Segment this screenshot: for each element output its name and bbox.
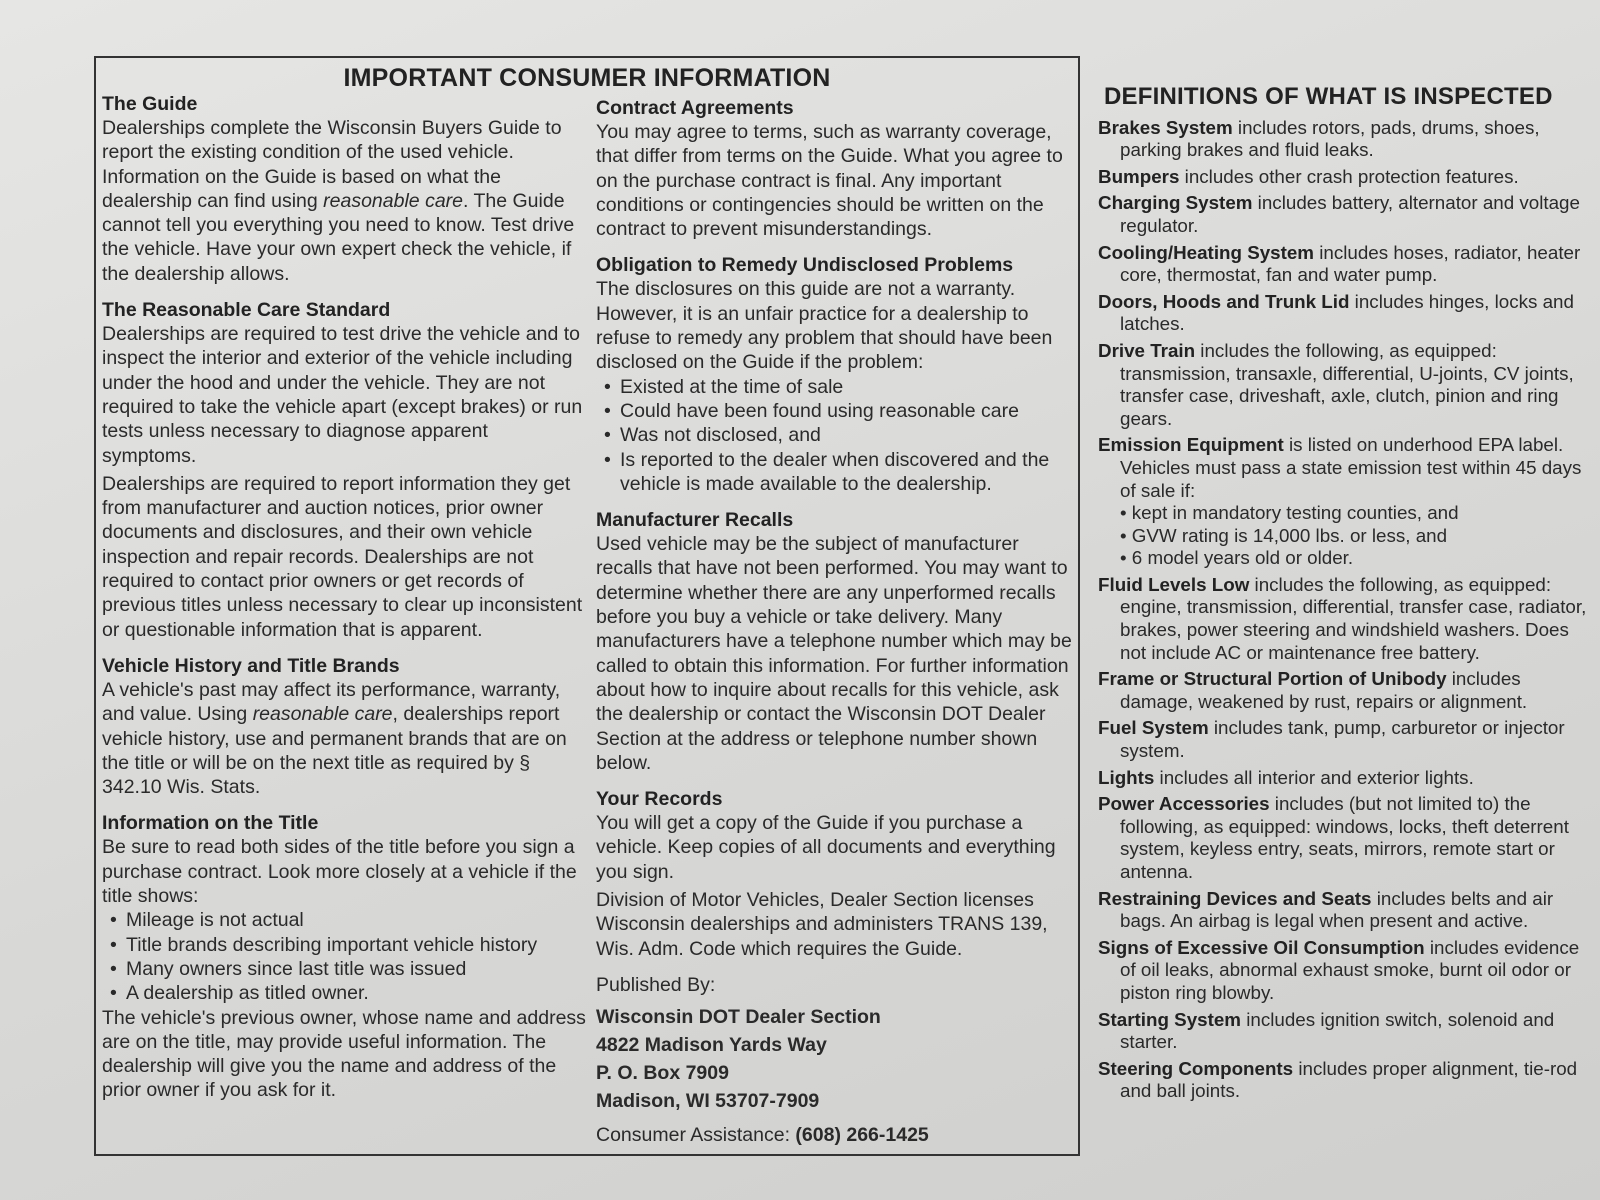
column-middle [596, 96, 1072, 1167]
definition-term: Charging System [1098, 192, 1253, 214]
column-left [102, 92, 587, 1115]
list-item: • Is reported to the dealer when discovered and the vehicle is made available to the dealership. [602, 448, 1072, 497]
publisher-name: Wisconsin DOT Dealer Section [596, 1006, 881, 1029]
obligation-bullets [596, 375, 1072, 496]
definition-item [1098, 1058, 1598, 1103]
text-contract: You may agree to terms, such as warranty coverage, that differ from terms on the Guide. What you agree to on the purchase contract is final. Any important conditions or contingencies should be written on the contract to prevent misunderstandings. [596, 121, 1063, 241]
heading-reasonable-care: The Reasonable Care Standard [102, 299, 391, 322]
text-recalls: Used vehicle may be the subject of manufacturer recalls that have not been performed. You may want to determine whether there are any unperformed recalls before you buy a vehicle or take delivery. Many manufacturers have a telephone number which may be called to obtain this information. For further information about how to inquire about recalls for this vehicle, ask the dealership or contact the Wisconsin DOT Dealer Section at the address or telephone number shown below. [596, 533, 1072, 774]
definition-item [1098, 192, 1598, 237]
definition-term: Emission Equipment [1098, 434, 1284, 456]
text-reasonable-care-2: Dealerships are required to report information they get from manufacturer and auction notices, prior owner documents and disclosures, and their own vehicle inspection and repair records. Dealerships are not required to contact prior owners or get records of previous titles unless necessary to clear up inconsistent or questionable information that is apparent. [102, 472, 583, 641]
text-records-1: You will get a copy of the Guide if you purchase a vehicle. Keep copies of all documents and everything you sign. [596, 812, 1056, 883]
heading-title-info: Information on the Title [102, 812, 319, 835]
section-reasonable-care [102, 298, 587, 642]
section-obligation [596, 253, 1072, 496]
title-info-bullets [102, 908, 587, 1005]
heading-recalls: Manufacturer Recalls [596, 509, 794, 532]
list-item: • Mileage is not actual [108, 908, 587, 932]
definition-desc: includes hoses, radiator, heater core, thermostat, fan and water pump. [1120, 241, 1581, 286]
definition-term: Doors, Hoods and Trunk Lid [1098, 290, 1350, 312]
definition-desc: includes tank, pump, carburetor or injector system. [1120, 717, 1565, 762]
text-guide: Dealerships complete the Wisconsin Buyers Guide to report the existing condition of the used vehicle. Information on the Guide is based on what the dealership can find using reasonable care. The Guide cannot tell you everything you need to know. Test drive the vehicle. Have your own expert check the vehicle, if the dealership allows. [102, 117, 575, 285]
heading-obligation: Obligation to Remedy Undisclosed Problems [596, 254, 1014, 277]
heading-contract: Contract Agreements [596, 97, 794, 119]
section-guide [102, 92, 587, 286]
definition-term: Cooling/Heating System [1098, 241, 1315, 263]
definition-desc: includes belts and air bags. An airbag is legal when present and active. [1120, 887, 1554, 932]
definition-term: Frame or Structural Portion of Unibody [1098, 668, 1447, 690]
heading-history: Vehicle History and Title Brands [102, 654, 400, 677]
text-title-info: Be sure to read both sides of the title before you sign a purchase contract. Look more closely at a vehicle if the title shows: [102, 836, 577, 908]
consumer-assistance: Consumer Assistance: (608) 266-1425 [596, 1124, 929, 1147]
heading-guide: The Guide [102, 93, 198, 115]
definition-item [1098, 340, 1598, 430]
publisher-street: 4822 Madison Yards Way [596, 1034, 827, 1057]
definition-item [1098, 434, 1598, 570]
definition-item [1098, 574, 1598, 664]
consumer-phone: (608) 266-1425 [795, 1124, 929, 1147]
definition-desc: includes hinges, locks and latches. [1120, 290, 1574, 335]
definition-desc: includes rotors, pads, drums, shoes, parking brakes and fluid leaks. [1120, 116, 1540, 161]
section-recalls [596, 508, 1072, 775]
list-item: • Was not disclosed, and [602, 423, 1072, 447]
definition-item [1098, 117, 1598, 162]
definition-term: Fuel System [1098, 717, 1209, 739]
heading-records: Your Records [596, 788, 723, 811]
publisher-city: Madison, WI 53707-7909 [596, 1090, 820, 1113]
definition-item [1098, 717, 1598, 762]
text-reasonable-care-1: Dealerships are required to test drive the vehicle and to inspect the interior and exterior of the vehicle including under the hood and under the vehicle. They are not required to take the vehicle apart (except brakes) or run tests unless necessary to diagnose apparent symptoms. [102, 323, 583, 467]
definition-sub-item: • GVW rating is 14,000 lbs. or less, and [1120, 524, 1448, 546]
definition-item [1098, 937, 1598, 1005]
published-by [596, 973, 1072, 1148]
definition-term: Signs of Excessive Oil Consumption [1098, 936, 1425, 958]
list-item: • Existed at the time of sale [602, 375, 1072, 399]
definition-desc: includes battery, alternator and voltage regulator. [1120, 192, 1580, 236]
definition-item [1098, 242, 1598, 287]
text-history: A vehicle's past may affect its performance, warranty, and value. Using reasonable care, dealerships report vehicle history, use and permanent brands that are on the title or will be on the next title as required by § 342.10 Wis. Stats. [102, 678, 567, 799]
definition-term: Lights [1098, 766, 1155, 788]
definition-item [1098, 1009, 1598, 1054]
section-history [102, 654, 587, 799]
definition-desc: includes evidence of oil leaks, abnormal exhaust smoke, burnt oil odor or piston ring blowby. [1120, 936, 1580, 1003]
definition-term: Starting System [1098, 1008, 1241, 1030]
publisher-po-box: P. O. Box 7909 [596, 1062, 729, 1085]
definition-item [1098, 668, 1598, 713]
section-records [596, 787, 1072, 961]
box-title: IMPORTANT CONSUMER INFORMATION [343, 64, 831, 92]
definition-desc: includes (but not limited to) the following, as equipped: windows, locks, theft deterrent system, keyless entry, seats, mirrors, remote start or antenna. [1120, 793, 1569, 882]
definition-desc: includes ignition switch, solenoid and starter. [1120, 1008, 1555, 1053]
definition-sub-item: • kept in mandatory testing counties, and [1120, 502, 1459, 524]
definition-term: Power Accessories [1098, 793, 1270, 815]
text-obligation: The disclosures on this guide are not a warranty. However, it is an unfair practice for a dealership to refuse to remedy any problem that should have been disclosed on the Guide if the problem: [596, 278, 1053, 374]
definition-desc: includes damage, weakened by rust, repairs or alignment. [1120, 668, 1528, 712]
definition-term: Bumpers [1098, 165, 1180, 187]
definitions-panel [1098, 83, 1598, 1107]
section-contract [596, 96, 1072, 241]
definition-item [1098, 793, 1598, 883]
definition-term: Fluid Levels Low [1098, 573, 1250, 595]
text-records-2: Division of Motor Vehicles, Dealer Section licenses Wisconsin dealerships and administers TRANS 139, Wis. Adm. Code which requires the Guide. [596, 889, 1048, 960]
definition-sub-item: • 6 model years old or older. [1120, 547, 1354, 569]
definition-term: Brakes System [1098, 116, 1233, 138]
section-title-info [102, 811, 587, 1102]
list-item: • Could have been found using reasonable care [602, 399, 1072, 423]
definition-desc: includes the following, as equipped: transmission, transaxle, differential, U-joints, CV joints, transfer case, driveshaft, axle, clutch, pinion and ring gears. [1120, 339, 1574, 429]
definition-term: Steering Components [1098, 1057, 1294, 1079]
definition-desc: is listed on underhood EPA label. Vehicles must pass a state emission test within 45 days of sale if: [1120, 434, 1582, 501]
definition-desc: includes proper alignment, tie-rod and ball joints. [1120, 1057, 1578, 1102]
definition-item [1098, 767, 1598, 790]
definition-item [1098, 166, 1598, 189]
definition-desc: includes other crash protection features. [1179, 165, 1519, 187]
definition-term: Drive Train [1098, 339, 1196, 361]
definition-desc: includes the following, as equipped: engine, transmission, differential, transfer case, radiator, brakes, power steering and windshield washers. Does not include AC or maintenance free battery. [1120, 573, 1587, 663]
list-item: • A dealership as titled owner. [108, 981, 587, 1005]
list-item: • Title brands describing important vehicle history [108, 933, 587, 957]
definition-term: Restraining Devices and Seats [1098, 887, 1372, 909]
definitions-list [1098, 117, 1598, 1103]
text-title-info-2: The vehicle's previous owner, whose name and address are on the title, may provide useful information. The dealership will give you the name and address of the prior owner if you ask for it. [102, 1006, 586, 1102]
consumer-info-box [94, 56, 1080, 1156]
definition-desc: includes all interior and exterior lights. [1154, 766, 1474, 788]
definition-item [1098, 888, 1598, 933]
definition-item [1098, 291, 1598, 336]
published-label: Published By: [596, 973, 716, 996]
list-item: • Many owners since last title was issued [108, 957, 587, 981]
definitions-title: DEFINITIONS OF WHAT IS INSPECTED [1104, 83, 1553, 110]
